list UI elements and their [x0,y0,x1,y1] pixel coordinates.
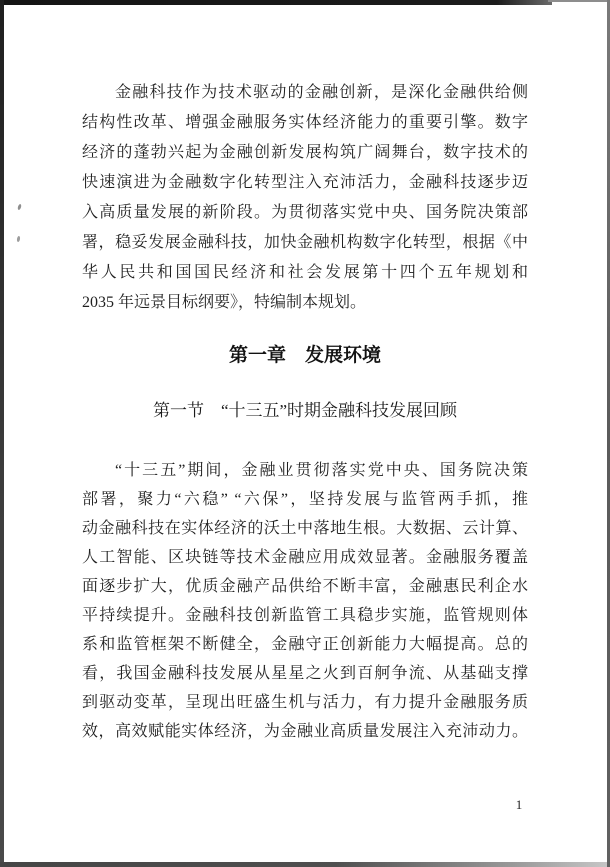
text-line: 署，稳妥发展金融科技，加快金融机构数字化转型，根据《中 [82,234,528,251]
text-line: 入高质量发展的新阶段。为贯彻落实党中央、国务院决策部 [82,204,528,221]
scan-speck [17,236,21,242]
text-line: 结构性改革、增强金融服务实体经济能力的重要引擎。数字 [82,114,528,131]
text-line: 快速演进为金融数字化转型注入充沛活力，金融科技逐步迈 [82,174,528,191]
text-line: 华人民共和国国民经济和社会发展第十四个五年规划和 [82,264,528,281]
text-line: 人工智能、区块链等技术金融应用成效显著。金融服务覆盖 [82,549,528,566]
scan-edge-left [0,0,4,867]
section-heading: 第一节 “十三五”时期金融科技发展回顾 [152,401,458,420]
scan-edge-top [0,0,552,5]
page-number: 1 [515,797,523,812]
scan-edge-top-thin [548,0,610,2]
chapter-heading: 第一章 发展环境 [228,345,381,366]
paragraph-review [82,456,528,746]
paragraph-intro [82,78,528,318]
text-line: 面逐步扩大，优质金融产品供给不断丰富，金融惠民利企水 [82,578,528,595]
text-line: 效，高效赋能实体经济，为金融业高质量发展注入充沛动力。 [82,723,528,740]
scan-speck [17,204,22,211]
text-line: 2035 年远景目标纲要》，特编制本规划。 [82,294,367,311]
text-line: “十三五”期间，金融业贯彻落实党中央、国务院决策 [115,462,528,479]
text-line: 经济的蓬勃兴起为金融创新发展构筑广阔舞台，数字技术的 [82,144,528,161]
text-line: 金融科技作为技术驱动的金融创新，是深化金融供给侧 [115,84,528,101]
text-line: 到驱动变革，呈现出旺盛生机与活力，有力提升金融服务质 [82,694,528,711]
text-line: 系和监管框架不断健全，金融守正创新能力大幅提高。总的 [82,636,528,653]
text-line: 部署，聚力“六稳” “六保”，坚持发展与监管两手抓，推 [82,491,528,508]
text-line: 看，我国金融科技发展从星星之火到百舸争流、从基础支撑 [82,665,528,682]
scan-edge-bottom [0,862,610,867]
text-line: 动金融科技在实体经济的沃土中落地生根。大数据、云计算、 [82,520,528,537]
text-line: 平持续提升。金融科技创新监管工具稳步实施，监管规则体 [82,607,528,624]
